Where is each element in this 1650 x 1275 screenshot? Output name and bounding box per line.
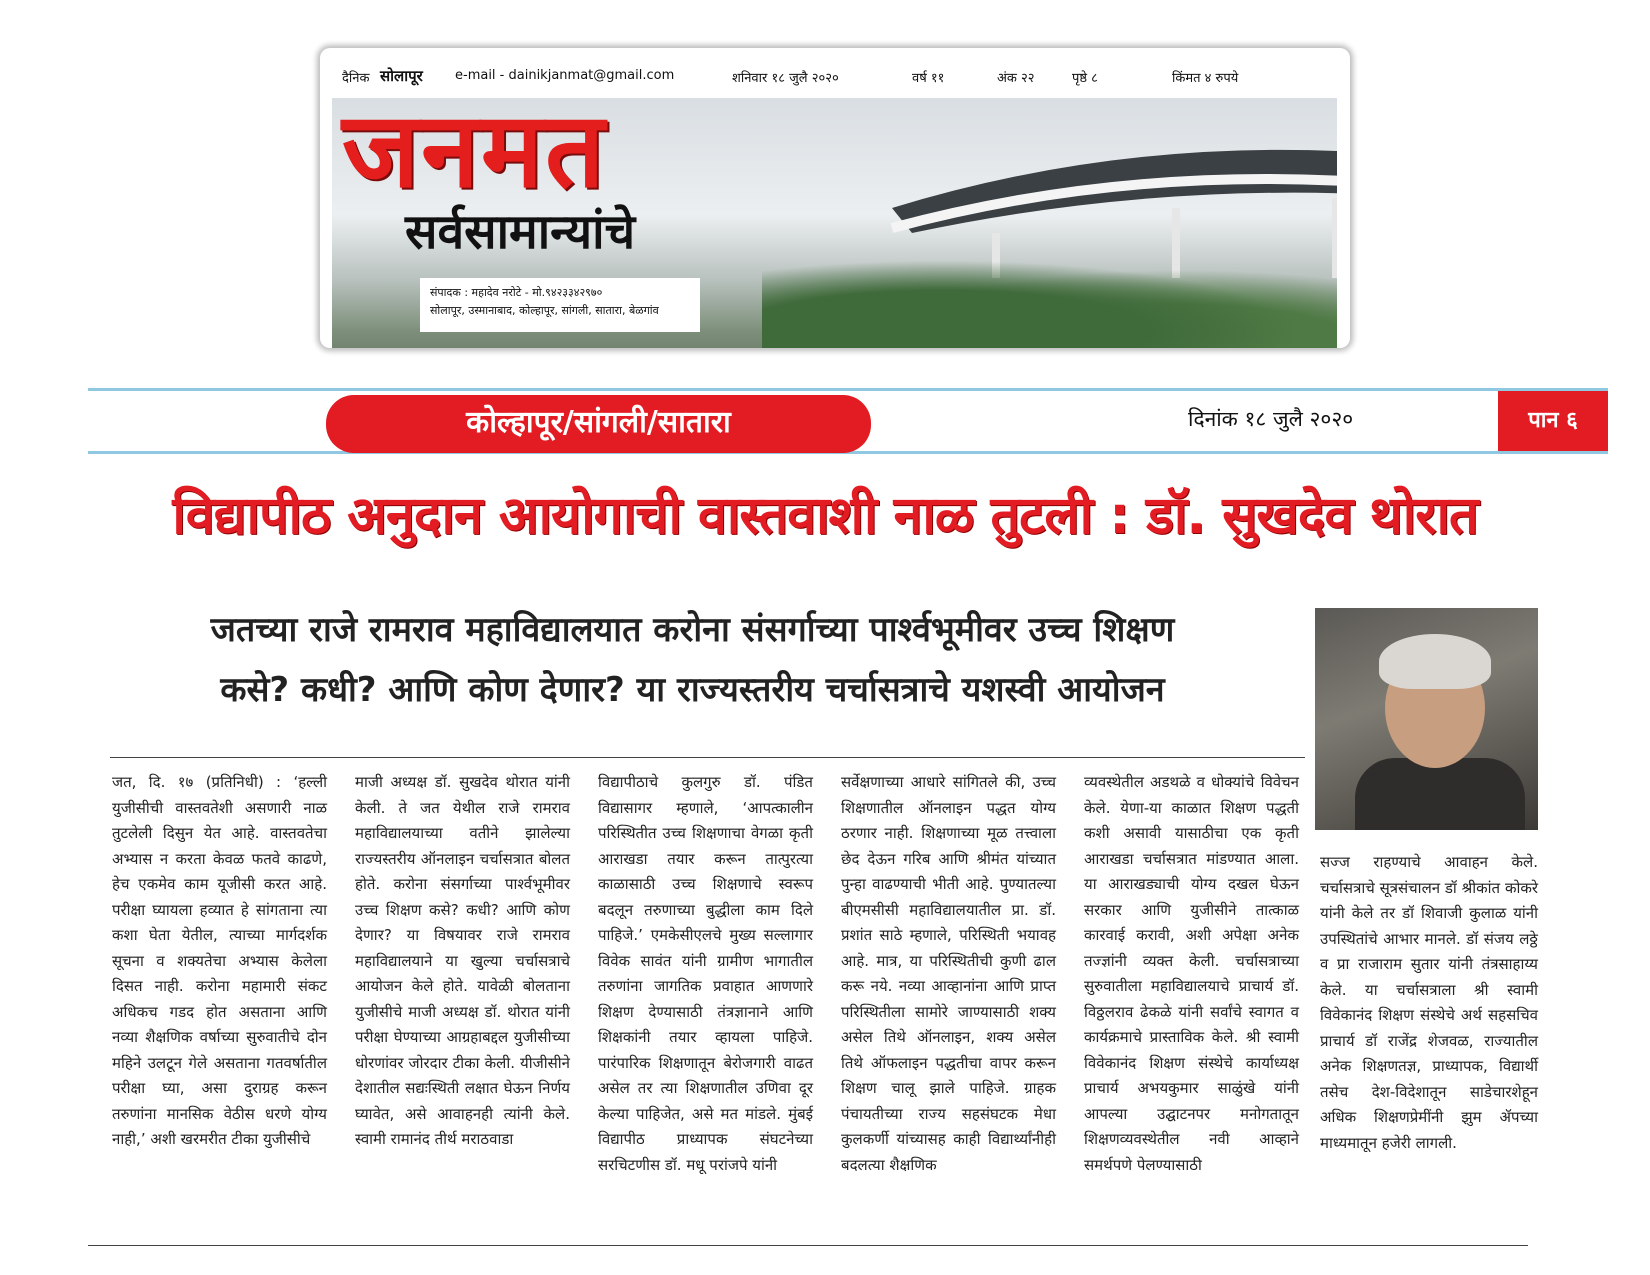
- newspaper-title: जनमत: [342, 89, 607, 211]
- subheadline-line-1: जतच्या राजे रामराव महाविद्यालयात करोना संसर्गाच्या पार्श्वभूमीवर उच्च शिक्षण: [210, 610, 1175, 650]
- portrait-photo: [1315, 608, 1538, 830]
- portrait-coat: [1355, 758, 1525, 830]
- article-column-3: विद्यापीठाचे कुलगुरु डॉ. पंडित विद्यासागर म्हणाले, ‘आपत्कालीन परिस्थितीत उच्च शिक्षणाचा वेगळा कृती आराखडा तयार करून तात्पुरत्या काळासाठी उच्च शिक्षणाचे स्वरूप बदलून तरुणाच्या बुद्धीला काम दिले पाहिजे.’ एमकेसीएलचे मुख्य सल्लागार विवेक सावंत यांनी ग्रामीण भागातील तरुणांना जागतिक प्रवाहात आणणारे शिक्षण देण्यासाठी तंत्रज्ञानाने आणि शिक्षकांनी तयार व्हायला पाहिजे. पारंपारिक शिक्षणातून बेरोजगारी वाढत असेल तर त्या शिक्षणातील उणिवा दूर केल्या पाहिजेत, असे मत मांडले. मुंबई विद्यापीठ प्राध्यापक संघटनेच्या सरचिटणीस डॉ. मधू परांजपे यांनी: [598, 773, 813, 1174]
- article-column-2: माजी अध्यक्ष डॉ. सुखदेव थोरात यांनी केली. ते जत येथील राजे रामराव महाविद्यालयाच्या वतीने झालेल्या राज्यस्तरीय ऑनलाइन चर्चासत्रात बोलत होते. करोना संसर्गाच्या पार्श्वभूमीवर उच्च शिक्षण कसे? कधी? आणि कोण देणार? या विषयावर राजे रामराव महाविद्यालयाने या खुल्या चर्चासत्राचे आयोजन केले होते. यावेळी बोलताना युजीसीचे माजी अध्यक्ष डॉ. थोरात यांनी परीक्षा घेण्याच्या आग्रहाबद्दल युजीसीच्या धोरणांवर जोरदार टीका केली. यीजीसीने देशातील सद्यःस्थिती लक्षात घेऊन निर्णय घ्यावेत, असे आवाहनही त्यांनी केले. स्वामी रामानंद तीर्थ मराठवाडा: [355, 773, 570, 1148]
- issue-date: दिनांक १८ जुलै २०२०: [1188, 407, 1354, 431]
- subheadline: [110, 600, 1275, 720]
- edition-city: सोलापूर: [380, 67, 423, 85]
- article-column-5: व्यवस्थेतील अडथळे व धोक्यांचे विवेचन केले. येणा-या काळात शिक्षण पद्धती कशी असावी यासाठीचा एक कृती आराखडा चर्चासत्रात मांडण्यात आला. या आराखड्याची योग्य दखल घेऊन सरकार आणि युजीसीने तात्काळ कारवाई करावी, अशी अपेक्षा अनेक तज्ज्ञांनी व्यक्त केली. चर्चासत्राच्या सुरुवातीला महाविद्यालयाचे प्राचार्य डॉ. विठ्ठलराव ढेकळे यांनी सर्वांचे स्वागत व कार्यक्रमाचे प्रास्ताविक केले. श्री स्वामी विवेकानंद शिक्षण संस्थेचे कार्याध्यक्ष प्राचार्य अभयकुमार साळुंखे यांनी आपल्या उद्घाटनपर मनोगतातून शिक्षणव्यवस्थेतील नवी आव्हाने समर्थपणे पेलण्यासाठी: [1084, 773, 1299, 1174]
- region-badge: कोल्हापूर/सांगली/सातारा: [326, 395, 871, 453]
- newspaper-tagline: सर्वसामान्यांचे: [405, 204, 636, 260]
- headline: विद्यापीठ अनुदान आयोगाची वास्तवाशी नाळ तुटली : डॉ. सुखदेव थोरात: [172, 486, 1478, 546]
- email: e-mail - dainikjanmat@gmail.com: [455, 68, 675, 83]
- portrait-hair: [1379, 634, 1491, 689]
- trees-image: [762, 248, 1337, 348]
- divider-top: [110, 757, 1305, 758]
- article-column-1: जत, दि. १७ (प्रतिनिधी) : ‘हल्ली युजीसीची वास्तवतेशी असणारी नाळ तुटलेली दिसुन येत आहे. वास्तवतेचा अभ्यास न करता केवळ फतवे काढणे, हेच एकमेव काम यूजीसी करत आहे. परीक्षा घ्यायला हव्यात हे सांगताना त्या कशा घेता येतील, त्याच्या मार्गदर्शक सूचना व शक्यतेचा अभ्यास केलेला दिसत नाही. करोना महामारी संकट अधिकच गडद होत असताना आणि नव्या शैक्षणिक वर्षाच्या सुरुवातीचे दोन महिने उलटून गेले असताना गतवर्षातील परीक्षा घ्या, असा दुराग्रह करून तरुणांना मानसिक वेठीस धरणे योग्य नाही,’ अशी खरमरीत टीका युजीसीचे: [112, 773, 327, 1148]
- article-column-6: सज्ज राहण्याचे आवाहन केले. चर्चासत्राचे सूत्रसंचालन डॉ श्रीकांत कोकरे यांनी केले तर डॉ शिवाजी कुलाळ यांनी उपस्थितांचे आभार मानले. डॉ संजय लठ्ठे व प्रा राजाराम सुतार यांनी तंत्रसाहाय्य केले. या चर्चासत्राला श्री स्वामी विवेकानंद शिक्षण संस्थेचे अर्थ सहसचिव प्राचार्य डॉ राजेंद्र शेजवळ, राज्यातील अनेक शिक्षणतज्ञ, प्राध्यापक, विद्यार्थी तसेच देश-विदेशातून साडेचारशेहून अधिक शिक्षणप्रेमींनी झुम ॲपच्या माध्यमातून हजेरी लागली.: [1320, 853, 1538, 1152]
- masthead: [320, 48, 1350, 348]
- subheadline-line-2: कसे? कधी? आणि कोण देणार? या राज्यस्तरीय चर्चासत्राचे यशस्वी आयोजन: [220, 670, 1165, 710]
- masthead-date: शनिवार १८ जुलै २०२०: [732, 71, 839, 86]
- article-column-4: सर्वेक्षणाच्या आधारे सांगितले की, उच्च शिक्षणातील ऑनलाइन पद्धत योग्य ठरणार नाही. शिक्षणाच्या मूळ तत्त्वाला छेद देऊन गरिब आणि श्रीमंत यांच्यात पुन्हा वाढण्याची भीती आहे. पुण्यातल्या बीएमसीसी महाविद्यालयातील प्रा. डॉ. प्रशांत साठे म्हणाले, परिस्थिती भयावह आहे. मात्र, या परिस्थितीची कुणी ढाल करू नये. नव्या आव्हानांना आणि प्राप्त परिस्थितीला सामोरे जाण्यासाठी शक्य असेल तिथे ऑनलाइन, शक्य असेल तिथे ऑफलाइन पद्धतीचा वापर करून शिक्षण चालू झाले पाहिजे. ग्राहक पंचायतीच्या राज्य सहसंघटक मेधा कुलकर्णी यांच्यासह काही विद्यार्थ्यांनीही बदलत्या शैक्षणिक: [841, 773, 1056, 1174]
- edition-prefix: दैनिक: [342, 71, 370, 86]
- divider-bottom: [88, 1245, 1528, 1246]
- editor-line: संपादक : महादेव नरोटे - मो.९४२३३४२९७०: [430, 286, 603, 299]
- editor-box: [420, 278, 700, 332]
- issue: अंक २२: [997, 71, 1035, 86]
- pages: पृष्ठे ८: [1072, 71, 1098, 86]
- section-bar: [88, 388, 1608, 454]
- masthead-info-bar: [332, 66, 1332, 88]
- page-number: पान ६: [1498, 391, 1608, 451]
- price: किंमत ४ रुपये: [1172, 71, 1239, 86]
- year: वर्ष ११: [912, 71, 945, 86]
- cities-line: सोलापूर, उस्मानाबाद, कोल्हापूर, सांगली, सातारा, बेळगांव: [430, 303, 659, 317]
